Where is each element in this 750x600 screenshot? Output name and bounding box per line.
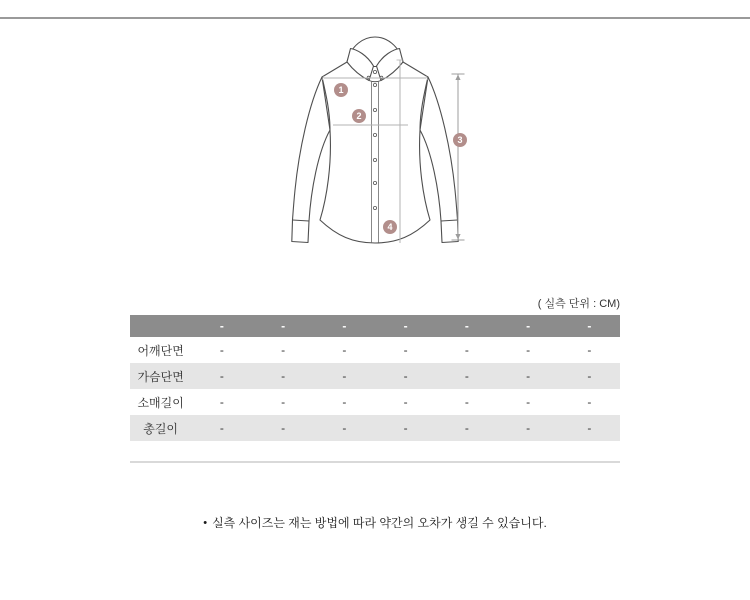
table-cell: -: [403, 421, 408, 435]
table-cell: -: [219, 421, 224, 435]
table-cell: -: [342, 421, 347, 435]
table-row-shoulder: [130, 337, 620, 363]
table-cell: -: [342, 395, 347, 409]
header-cell-empty: [130, 315, 191, 337]
header-cell: -: [375, 315, 436, 337]
row-label: 가슴단면: [137, 369, 184, 384]
header-cell: -: [559, 315, 620, 337]
table-cell: -: [342, 343, 347, 357]
table-cell: -: [587, 395, 592, 409]
bottom-separator-line: [130, 461, 620, 463]
table-row-sleeve: [130, 389, 620, 415]
table-cell: -: [219, 343, 224, 357]
table-cell: -: [526, 395, 531, 409]
table-cell: -: [464, 421, 469, 435]
top-divider-line: [0, 17, 750, 19]
table-cell: -: [464, 369, 469, 383]
table-cell: -: [587, 343, 592, 357]
size-table: [130, 315, 620, 441]
bullet-icon: •: [203, 517, 208, 529]
table-cell: -: [526, 369, 531, 383]
header-cell: -: [436, 315, 497, 337]
table-row-total-length: [130, 415, 620, 441]
table-cell: -: [281, 343, 286, 357]
size-table-header-row: [130, 315, 620, 337]
header-cell: -: [314, 315, 375, 337]
shirt-outline: [292, 37, 458, 243]
row-label: 어깨단면: [137, 343, 184, 358]
marker-4-number: 4: [387, 222, 393, 233]
measurement-disclaimer-note: [0, 514, 750, 531]
table-cell: -: [464, 343, 469, 357]
table-cell: -: [403, 343, 408, 357]
marker-1-number: 1: [338, 85, 344, 96]
header-cell: -: [191, 315, 252, 337]
table-cell: -: [403, 395, 408, 409]
shirt-measurement-diagram: [278, 22, 478, 252]
table-cell: -: [464, 395, 469, 409]
table-cell: -: [342, 369, 347, 383]
header-cell: -: [498, 315, 559, 337]
table-cell: -: [587, 369, 592, 383]
table-cell: -: [219, 369, 224, 383]
shirt-illustration: [278, 22, 478, 252]
table-cell: -: [281, 421, 286, 435]
table-row-chest: [130, 363, 620, 389]
table-cell: -: [526, 343, 531, 357]
disclaimer-text: 실측 사이즈는 재는 방법에 따라 약간의 오차가 생길 수 있습니다.: [212, 516, 547, 530]
measurement-unit-note: ( 실측 단위 : CM): [537, 298, 620, 310]
marker-3-number: 3: [457, 135, 463, 146]
table-cell: -: [219, 395, 224, 409]
row-label: 소매길이: [137, 395, 184, 410]
table-cell: -: [281, 395, 286, 409]
table-cell: -: [281, 369, 286, 383]
table-cell: -: [587, 421, 592, 435]
table-cell: -: [403, 369, 408, 383]
marker-2-number: 2: [356, 111, 362, 122]
table-cell: -: [526, 421, 531, 435]
header-cell: -: [253, 315, 314, 337]
row-label: 총길이: [143, 421, 179, 436]
